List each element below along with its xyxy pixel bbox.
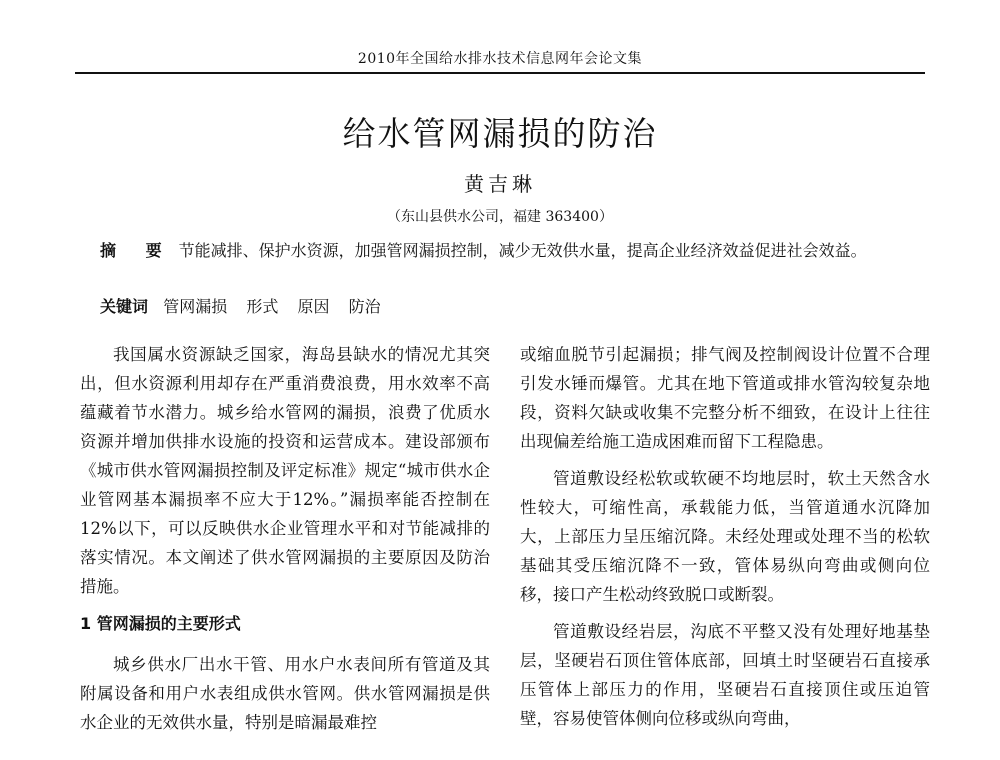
abstract: [80, 238, 920, 264]
section-paragraph: 城乡供水厂出水干管、用水户水表间所有管道及其附属设备和用户水表组成供水管网。供水管网漏损是供水企业的无效供水量，特别是暗漏最难控: [80, 655, 490, 732]
keywords: [100, 294, 920, 320]
body-paragraph: 管道敷设经岩层，沟底不平整又没有处理好地基垫层，坚硬岩石顶住管体底部，回填土时坚硬岩石直接承压管体上部压力的作用，坚硬岩石直接顶住或压迫管壁，容易使管体侧向位移或纵向弯曲，: [520, 622, 930, 728]
article-author: 黄吉琳: [464, 172, 536, 196]
keyword-item: 原因: [297, 297, 330, 316]
abstract-text: 节能减排、保护水资源，加强管网漏损控制，减少无效供水量，提高企业经济效益促进社会效益。: [178, 241, 867, 260]
header-rule: [75, 72, 925, 74]
right-column: [520, 340, 930, 741]
left-column: [80, 340, 490, 745]
keyword-item: 形式: [246, 297, 279, 316]
article-affiliation: （东山县供水公司，福建 363400）: [387, 209, 613, 225]
section-heading: 1 管网漏损的主要形式: [80, 614, 241, 633]
body-paragraph: 或缩血脱节引起漏损；排气阀及控制阀设计位置不合理引发水锤而爆管。尤其在地下管道或排水管沟较复杂地段，资料欠缺或收集不完整分析不细致，在设计上往往出现偏差给施工造成困难而留下工程隐患。: [520, 345, 930, 451]
keyword-item: 管网漏损: [163, 297, 228, 316]
keywords-label: 关键词: [100, 297, 149, 316]
keyword-item: 防治: [348, 297, 381, 316]
intro-paragraph: 我国属水资源缺乏国家，海岛县缺水的情况尤其突出，但水资源利用却存在严重消费浪费，用水效率不高蕴藏着节水潜力。城乡给水管网的漏损，浪费了优质水资源并增加供排水设施的投资和运营成本。建设部颁布《城市供水管网漏损控制及评定标准》规定“城市供水企业管网基本漏损率不应大于12%。”漏损率能否控制在12%以下，可以反映供水企业管理水平和对节能减排的落实情况。本文阐述了供水管网漏损的主要原因及防治措施。: [80, 345, 490, 596]
article-title: 给水管网漏损的防治: [342, 114, 658, 153]
running-header: 2010年全国给水排水技术信息网年会论文集: [357, 51, 643, 67]
abstract-label: 摘 要: [100, 241, 174, 260]
body-paragraph: 管道敷设经松软或软硬不均地层时，软土天然含水性较大，可缩性高，承载能力低，当管道通水沉降加大，上部压力呈压缩沉降。未经处理或处理不当的松软基础其受压缩沉降不一致，管体易纵向弯曲或侧向位移，接口产生松动终致脱口或断裂。: [520, 469, 930, 604]
